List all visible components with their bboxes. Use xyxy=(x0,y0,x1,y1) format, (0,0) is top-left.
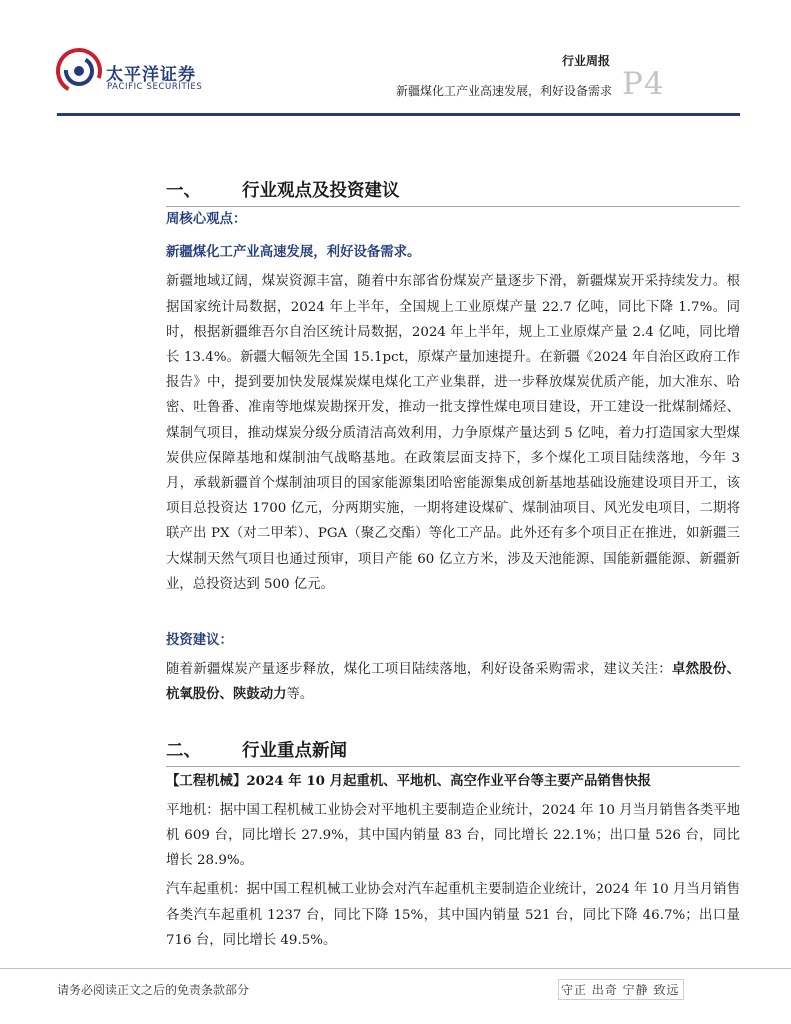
brand-name-en: PACIFIC SECURITIES xyxy=(107,82,203,92)
footer-disclaimer-note: 请务必阅读正文之后的免责条款部分 xyxy=(57,983,250,997)
main-content xyxy=(166,176,740,953)
invest-advice-label: 投资建议： xyxy=(166,632,233,649)
footer-divider xyxy=(0,968,791,969)
header-divider xyxy=(57,113,740,116)
core-view-headline: 新疆煤化工产业高速发展，利好设备需求。 xyxy=(166,244,421,261)
core-view-label: 周核心观点： xyxy=(166,211,247,227)
section-title: 行业重点新闻 xyxy=(242,740,347,761)
section-heading-2 xyxy=(166,736,740,767)
core-view-paragraph: 新疆地域辽阔，煤炭资源丰富，随着中东部省份煤炭产量逐步下滑，新疆煤炭开采持续发力。根据国家统计局数据，2024 年上半年，全国规上工业原煤产量 22.7 亿吨，同比下降 1.7%。同时，根据新疆维吾尔自治区统计局数据，2024 年上半年，规上工业原煤产量 2.4 亿吨，同比增长 13.4%。新疆大幅领先全国 15.1pct，原煤产量加速提升。在新疆《2024 年自治区政府工作报告》中，提到要加快发展煤炭煤电煤化工产业集群，进一步释放煤炭优质产能，加大准东、哈密、吐鲁番、准南等地煤炭勘探开发，推动一批支撑性煤电项目建设，开工建设一批煤制烯烃、煤制气项目，推动煤炭分级分质清洁高效利用，力争原煤产量达到 5 亿吨，着力打造国家大型煤炭供应保障基地和煤制油气战略基地。在政策层面支持下，多个煤化工项目陆续落地，今年 3 月，承载新疆首个煤制油项目的国家能源集团哈密能源集成创新基地基础设施建设项目开工，该项目总投资达 1700 亿元，分两期实施，一期将建设煤矿、煤制油项目、风光发电项目，二期将联产出 PX（对二甲苯）、PGA（聚乙交酯）等化工产品。此外还有多个项目正在推进，如新疆三大煤制天然气项目也通过预审，项目产能 60 亿立方米，涉及天池能源、国能新疆能源、新疆新业，总投资达到 500 亿元。 xyxy=(166,274,740,592)
brand-name-cn: 太平洋证券 xyxy=(106,65,196,85)
news-paragraph: 平地机：据中国工程机械工业协会对平地机主要制造企业统计，2024 年 10 月当月销售各类平地机 609 台，同比增长 27.9%，其中国内销量 83 台，同比增长 22.1%；出口量 526 台，同比增长 28.9%。 xyxy=(166,802,740,869)
page-number: P4 xyxy=(622,66,665,102)
news-paragraph: 汽车起重机：据中国工程机械工业协会对汽车起重机主要制造企业统计，2024 年 10 月当月销售各类汽车起重机 1237 台，同比下降 15%，其中国内销量 521 台，同比下降 46.7%；出口量 716 台，同比增长 49.5%。 xyxy=(166,882,740,948)
company-logo-icon xyxy=(52,44,106,98)
section-title: 行业观点及投资建议 xyxy=(242,181,400,201)
news-title: 【工程机械】2024 年 10 月起重机、平地机、高空作业平台等主要产品销售快报 xyxy=(166,772,651,789)
invest-advice-paragraph xyxy=(166,657,740,707)
invest-advice-end: 等。 xyxy=(286,687,314,703)
report-type: 行业周报 xyxy=(561,54,610,68)
invest-stock-picks: 卓然股份、杭氧股份、陕鼓动力 xyxy=(166,661,741,703)
section-number: 二、 xyxy=(166,740,201,761)
section-heading-1 xyxy=(166,176,740,207)
invest-advice-text: 随着新疆煤炭产量逐步释放，煤化工项目陆续落地，利好设备采购需求，建议关注： xyxy=(166,662,672,678)
footer-slogan: 守正 出奇 宁静 致远 xyxy=(558,979,684,1000)
report-subtitle: 新疆煤化工产业高速发展，利好设备需求 xyxy=(395,84,612,98)
section-number: 一、 xyxy=(166,181,201,201)
